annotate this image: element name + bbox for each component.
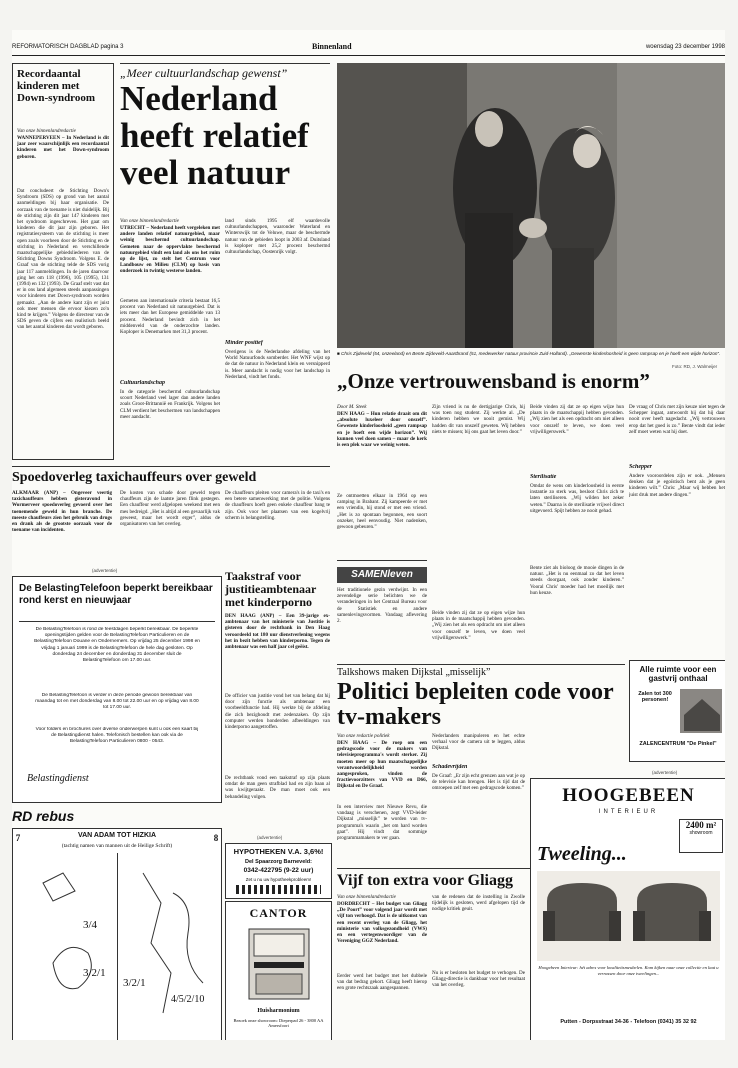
belasting-body1: De BelastingTelefoon is rond de feestdagen beperkt bereikbaar. De beperkte openingstijden gelden voor de BelastingTelefoon Particulieren en de BelastingTelefoon Douane en Ondernemers. Op vrijdag 25 december 1998 en vrijdag 1 januari 1999 is de BelastingTelefoon de hele dag gesloten. Op donderdag 24 december en donderdag 31 december sluit de BelastingTelefoon om 17.00 uur. [34,627,200,664]
piano-keys-graphic [236,885,321,894]
trust-title: „Onze vertrouwensband is enorm” [337,369,650,393]
belasting-body3: Voor folders en brochures over diverse onderwerpen kunt u ook een kaart bij de Belastingdienst halen. Telefonisch bestellen kan ook via de BelastingTelefoon Particulieren 0800 - 0543. [35,727,199,745]
zalencentrum-title: Alle ruimte voor een gastvrij onthaal [639,665,717,683]
main-title: Nederland heeft relatief veel natuur [120,79,309,192]
cantor-address: Bezoek onze showroom: Dieperpad 26 - 3800 AA Amersfoort [233,1018,324,1028]
zalencentrum-building-image [680,689,722,733]
rebus-box [12,828,222,1040]
main-subhead2: Minder positief [225,340,263,346]
politici-byline: Van onze redactie politiek [337,733,390,739]
politici-body3: De Graaf: „Er zijn echt grenzen aan wat je op de televisie kan brengen. Het is tijd dat de omroepen zelf met een gedragscode komen.” [432,773,525,792]
hoogebeen-badge [679,819,723,853]
cantor-ad [225,901,332,1040]
couple-photo [337,63,725,348]
cantor-name: CANTOR [249,906,308,920]
hoogebeen-promo: Tweeling... [537,843,627,865]
main-kicker: „Meer cultuurlandschap gewenst” [120,66,288,80]
trust-subhead1: Sterilisatie [530,474,557,480]
rebus-clue-4: 4/5/2/10 [171,994,205,1005]
hypotheken-ad [225,843,332,899]
rebus-title: VAN ADAM TOT HIZKIA [77,832,157,839]
belasting-ad [12,576,222,803]
taakstraf-lead: DEN HAAG (ANP) – Een 39-jarige ex-ambtenaar van het ministerie van Justitie is gisteren door de rechtbank in Den Haag veroordeeld tot 180 uur dienstverlening wegens het in bezit hebben van kinderporno. Tegen de ambtenaar was een half jaar cel geëist. [225,613,330,651]
politici-body2: Nederlanders manipuleren en het echte verhaal voor de camera uit te leggen, aldus Dijkstal. [432,733,525,752]
cantor-sub: Huisharmonium [257,1008,300,1014]
main-lead: UTRECHT – Nederland heeft vergeleken met andere landen relatief natuurgebied, maar weinig beschermd cultuurlandschap. Gemeten naar de oppervlakte beschermd natuurgebied vindt een land als ons het ruim op de lijst, zo stelt het Centrum voor Landbouw en Milieu (CLM) op basis van onderzoek in twintig westerse landen. [120,225,220,275]
trust-subhead2: Schepper [629,464,652,470]
hoogebeen-text: Hoogebeen Interieur: hét adres voor kwaliteitsmeubelen. Kom kijken naar onze collectie en laat u verrassen door onze tweelingen... [538,965,719,976]
header-rule [12,55,725,56]
trust-byline: Door M. Steek [337,404,367,410]
page-header [12,42,725,54]
rebus-clue-1: 3/4 [83,919,98,931]
hypotheken-note: Zet u nu uw hypotheekprobleem! [245,877,312,882]
rebus-brand: RD rebus [12,808,75,824]
main-body2: In de categorie beschermd cultuurlandschap scoort Nederland veel lager dan andere landen zoals Groot-Brittannië en Frankrijk. Volgens het CLM verdient het beschermen van landschappen meer aandacht. [120,389,220,420]
zalencentrum-name: ZALENCENTRUM "De Pinkel" [639,741,717,747]
taxi-rule [12,466,330,467]
header-left: REFORMATORISCH DAGBLAD pagina 3 [12,44,124,50]
trust-body5: Bente ziet als bioloog de mooie dingen in de natuur. „Het is nu eenmaal zo dat het leven steeds doorgaat, ook zonder kinderen.” Vooral Chris' moeder had het moeilijk met hun keuze. [530,565,624,596]
belasting-ad-label: (advertentie) [92,568,118,573]
hypotheken-phone: 0342-422795 (9-22 uur) [243,867,314,874]
taakstraf-body2: De rechtbank vond een taakstraf op zijn plaats omdat de man geen strafblad had en zijn baan al was kwijtgeraakt. De man moet ook een behandeling volgen. [225,775,330,800]
samenleven-text: Het traditionele gezin verdwijnt. In een zevendelige serie belichten we de veranderingen in het Centraal Bureau voor de Statistiek en andere samenlevingsvormen. Vandaag aflevering 2. [337,587,427,625]
politici-rule [337,664,625,665]
trust-body2: Zijn vriend is nu de dertigjarige Chris, hij was toen nog student. Zij werkte al. „De kinderen hebben we nooit gemist. Wij hadden dit van onszelf geweten. Wij hebben niets te missen; bij ons gaat het leven door.” [432,404,525,435]
main-byline: Van onze binnenlandredactie [120,218,179,224]
down-byline: Van onze binnenlandredactie [17,128,76,134]
rebus-number-right: 8 [213,833,219,843]
rebus-number-left: 7 [15,833,21,843]
hypotheken-title: HYPOTHEKEN V.A. 3,6%! [233,847,324,856]
photo-caption: ■ Chris Zijdeveld (54, onzeeland) en Bente Zijdeveld-Aaartbrand (51, medewerker natuur provincie Zuid-Holland). „Gewenste kinderloosheid is geen rampsap en je hoeft een wijde horizon”. [337,351,721,356]
politici-kicker: Talkshows maken Dijkstal „misselijk” [337,667,491,678]
politici-body1: In een interview met Nieuwe Revu, die vandaag is verschenen, zegt VVD-leider Dijkstal „misselijk” te worden van tv-programma's waarin „het om hard worden gaat”. Hij vindt dat sommige programmamakers te ver gaan. [337,804,427,842]
hypotheken-sub: Del Spaarzorg Barneveld: [245,859,312,865]
samenleven-box [337,560,427,661]
zalencentrum-sub: Zalen tot 300 personen! [638,691,672,703]
rebus-clue-2: 3/2/1 [83,967,106,979]
trust-body3: Beide vinden zij dat ze op eigen wijze hun plaats in de maatschappij hebben gevonden. „Wij zien het als een opdracht om niet alleen voor onszelf te leven, we doen veel vrijwilligerswerk.” [530,404,624,435]
rebus-clue-3: 3/2/1 [123,977,146,989]
gliagg-byline: Van onze binnenlandredactie [337,894,396,900]
hoogebeen-badge-area: 2400 m² [685,820,717,830]
main-body4: Overigens is de Nederlandse afdeling van het World Natuurfonds somberder. Het WNF wijst op de dat de natuur in Nederland klein en versnipperd is. Meer aandacht is nodig voor het landschap in Nederland, vindt het fonds. [225,349,330,380]
samenleven-logo: SAMENleven [337,567,427,583]
politici-lead: DEN HAAG – De roep om een gedragscode voor de makers van televisieprogramma's wordt sterker. Zij moeten meer op hun maatschappelijke verantwoordelijkheid worden aangesproken, vinden de fractievoorzitters van VVD en D66, Dijkstal en De Graaf. [337,740,427,790]
trust-body8: Beide vinden zij dat ze op eigen wijze hun plaats in de maatschappij hebben gevonden. „Wij zien het als een opdracht om niet alleen voor onszelf te leven, we doen veel vrijwilligerswerk.” [432,610,525,641]
photo-credit: Foto: RD, J. Walmeijer [672,364,718,369]
rebus-drawings [13,853,221,1040]
header-section: Binnenland [312,42,352,51]
down-lead: WANNEPERVEEN – In Nederland is dit jaar zeer waarschijnlijk een recordaantal kinderen met het Down-syndroom geboren. [17,135,109,160]
hoogebeen-address: Putten - Dorpsstraat 34-36 - Telefoon (0341) 35 32 92 [560,1019,697,1025]
harmonium-image [244,924,314,1004]
rebus-subtitle: (tachtig namen van mannen uit de Heilige Schrift) [61,843,173,849]
gliagg-title: Vijf ton extra voor Gliagg [337,872,513,889]
taakstraf-body1: De officier van justitie vond het van belang dat hij door zijn functie als ambtenaar een voorbeeldfunctie had. Hij werkte bij de afdeling die zich bezighoudt met zedenzaken. Op zijn computer werden honderden afbeeldingen van kinderporno aangetroffen. [225,693,330,731]
couple-photo-art [337,63,725,348]
hoogebeen-badge-sub: showroom [689,830,713,836]
small-ads-label: (advertentie) [257,835,283,840]
main-body1: Gemeten aan internationale criteria bestaat 16,5 procent van Nederland uit natuurgebied. Dat is iets meer dan het Europese gemiddelde van 13 procent. Nederland bevindt zich in het middenveld van de onderzochte landen. Koploper is Denemarken met 31,3 procent. [120,298,220,336]
taxi-body1: De kosten van schade door geweld tegen chauffeurs zijn de laatste jaren flink gestegen. Een chauffeur werd afgelopen weekend met een mes bedreigd. „Het is altijd al een gevaarlijk vak geweest, maar het wordt erger”, aldus de organisatoren van het overleg. [120,490,220,528]
hoogebeen-sub: INTERIEUR [598,809,659,815]
gliagg-lead: DORDRECHT – Het budget van Gliagg „De Poort” voor volgend jaar wordt met vijf ton verhoogd. Dat is de uitkomst van een recent overleg van de Gliagg, het ministerie van volksgezondheid (VWS) en een vertegenwoordiger van de Vereniging GGZ Nederland. [337,901,427,945]
down-article-box [12,63,114,460]
gliagg-body1: Eerder werd het budget met het dubbele van dat bedrag gekort. Gliagg heeft hierop een grote rechtszaak aangespannen. [337,973,427,992]
belasting-title: De BelastingTelefoon beperkt bereikbaar rond kerst en nieuwjaar [19,583,213,606]
hoogebeen-ad-label: (advertentie) [652,770,678,775]
belasting-body2: De BelastingTelefoon is verder in deze periode gewoon bereikbaar van maandag tot en met donderdag van 8.00 tot 22.00 uur en op vrijdag van 8.00 tot 17.00 uur. [35,693,199,711]
hoogebeen-name: HOOGEBEEN [562,785,695,806]
taxi-title: Spoedoverleg taxichauffeurs over geweld [12,470,257,485]
newspaper-page [12,30,725,1040]
gliagg-body3: Nu is er besloten het budget te verhogen. De Gliagg-directie is dankbaar voor het resultaat van het overleg. [432,970,525,989]
taxi-body2: De chauffeurs pleiten voor camera's in de taxi's en een betere samenwerking met de politie. Volgens de chauffeurs hoeft geen enkele chauffeur bang te zijn. Ook voor het plaatsen van een kogelvrij scherm is belangstelling. [225,490,330,521]
main-body3: land sinds 1995 elf waardevolle cultuurlandschappen, waaronder Waterland en Winterswijk tot de Veluwe, maar de beschermde natuur van de gebieden loopt in 2003 af. Duitsland is koploper met 25,2 procent beschermd cultuurlandschap, Oostenrijk volgt. [225,218,330,256]
trust-body6: De vraag of Chris met zijn keuze niet tegen de Schepper ingaat, antwoordt hij dat hij daar nooit over heeft nagedacht. „Wij vertrouwen erop dat het goed is zo.” Bente vindt dat ieder zelf moet weten wat hij doet. [629,404,725,435]
trust-body1: Ze ontmoetten elkaar in 1964 op een camping in Brabant. Zij kampeerde er met een vriendin, hij stond er met een vriend. „Het is zo spontaan begonnen, een soort onzeker, heel eenvoudig. Niet nadenken, gewoon gebeuren.” [337,493,427,531]
taakstraf-title: Taakstraf voor justitieambtenaar met kinderporno [225,569,317,609]
politici-title: Politici bepleiten code voor tv-makers [337,679,614,730]
header-date: woensdag 23 december 1998 [645,44,725,50]
belasting-divider [19,621,215,622]
gliagg-body2: van de redenen dat de instelling in Zwolle tijdelijk is gesloten, werd afgelopen tijd de nodige kritiek geuit. [432,894,525,913]
down-article-title: Recordaantal kinderen met Down-syndroom [17,68,96,104]
zalencentrum-ad [629,660,725,762]
trust-body4: Omdat de wens om kinderloosheid in eerste instantie zo sterk was, besloot Chris zich te laten steriliseren. „Wij wilden het zeker weten.” Daarna is de sterilisatie vrijwel direct uitgevoerd. Spijt hebben ze nooit gehad. [530,483,624,514]
taxi-lead: ALKMAAR (ANP) – Ongeveer veertig taxichauffeurs hebben gisteravond in Wormerveer spoedoverleg gevoerd over het toenemende geweld in hun branche. De meeste chauffeurs zien het gebruik van drugs en drank als de grootste oorzaak voor de toename van incidenten. [12,490,112,534]
armchairs-image [537,871,720,961]
main-subhead1: Cultuurlandschap [120,380,166,386]
hoogebeen-ad [530,778,725,1040]
belasting-footer: Belastingdienst [27,773,89,784]
trust-lead: DEN HAAG – Hun relatie draait om dit „absolute luxeleer door onszelf”. Gewenste kinderloosheid „geen rampsap en je hoeft een wijde horizon”. Wij kunnen veel doen samen – maar de kerk is een plek waar we weinig weten. [337,411,427,449]
down-body: Dat concludeert de Stichting Down's Syndroom (SDS) op grond van het aantal aanmeldingen bij haar organisatie. De oorzaak van de toename is niet duidelijk. Bij de stichting zijn dit jaar 147 kinderen met het syndroom ingeschreven. Het gaat om kinderen die dit jaar zijn geboren. Het registratiesysteem van de stichting is meer open zoals voorheen door de Stichting en de stichting in Nederland en verschillende maatschappelijke gebiedsliederen van de Stichting Downs Syndroom. Volgens E. de Graaf van de stichting telde de SDS vorig jaar 117 aanmeldingen. In de jaren daarvoor ging het om 118 (1996), 105 (1995), 131 (1994) en 132 (1993). De Graaf stelt vast dat er in ons land algemeen steeds aanpassingen voor kinderen met Down-syndroom worden gemaakt. „Aan de andere kant zijn er juist ook meer mensen die ervoor kiezen zo'n kind te krijgen.” Volgens de directeur van de SDS geven de cijfers een realistisch beeld van het aantal kinderen dat wordt geboren. [17,188,109,331]
politici-subhead: Schadevrijden [432,764,468,770]
trust-body7: Andere vooroordelen zijn er ook. „Mensen denken dat je egoïstisch bent als je geen kinderen wilt.” Chris: „Maar wij hebben het juist druk met andere dingen.” [629,473,725,498]
